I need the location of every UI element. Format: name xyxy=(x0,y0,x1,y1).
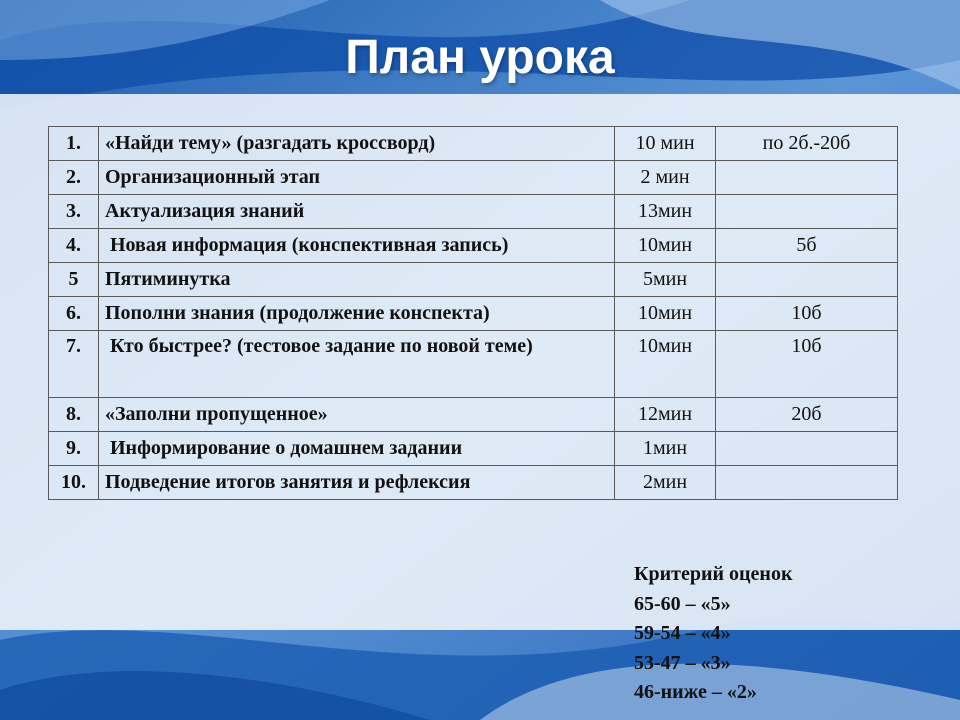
row-number: 3. xyxy=(49,195,99,229)
row-time: 1мин xyxy=(615,432,716,466)
criteria-line: 59-54 – «4» xyxy=(634,622,731,644)
row-points xyxy=(716,263,898,297)
table-row xyxy=(49,229,898,263)
row-points: 10б xyxy=(716,331,898,398)
row-task: Пятиминутка xyxy=(99,263,615,297)
row-points: по 2б.-20б xyxy=(716,127,898,161)
table-row xyxy=(49,331,898,398)
row-task: Актуализация знаний xyxy=(99,195,615,229)
criteria-line: 65-60 – «5» xyxy=(634,592,731,615)
row-points: 20б xyxy=(716,398,898,432)
table-row xyxy=(49,297,898,331)
row-time: 5мин xyxy=(615,263,716,297)
row-number: 8. xyxy=(49,398,99,432)
row-number: 1. xyxy=(49,127,99,161)
row-points xyxy=(716,195,898,229)
table-row xyxy=(49,263,898,297)
row-time: 2 мин xyxy=(615,161,716,195)
criteria-line: 53-47 – «3» xyxy=(634,651,731,674)
table-row xyxy=(49,398,898,432)
row-number: 4. xyxy=(49,229,99,263)
row-points xyxy=(716,161,898,195)
grading-criteria xyxy=(634,560,792,708)
lesson-plan-table xyxy=(48,126,898,500)
criteria-line: 46-ниже – «2» xyxy=(634,681,757,703)
row-task: Пополни знания (продолжение конспекта) xyxy=(99,297,615,331)
row-time: 10 мин xyxy=(615,127,716,161)
table-row xyxy=(49,161,898,195)
row-task: Подведение итогов занятия и рефлексия xyxy=(99,466,615,500)
row-points: 5б xyxy=(716,229,898,263)
row-task: «Найди тему» (разгадать кроссворд) xyxy=(99,127,615,161)
row-time: 10мин xyxy=(615,229,716,263)
slide-title: План урока xyxy=(345,31,615,84)
row-number: 7. xyxy=(49,331,99,398)
table-row xyxy=(49,127,898,161)
table-row xyxy=(49,432,898,466)
table-row xyxy=(49,195,898,229)
row-time: 13мин xyxy=(615,195,716,229)
table-row xyxy=(49,466,898,500)
row-number: 9. xyxy=(49,432,99,466)
row-time: 12мин xyxy=(615,398,716,432)
row-task: Информирование о домашнем задании xyxy=(99,432,615,466)
row-number: 2. xyxy=(49,161,99,195)
criteria-heading: Критерий оценок xyxy=(634,563,793,585)
row-task: «Заполни пропущенное» xyxy=(99,398,615,432)
row-points xyxy=(716,466,898,500)
row-points: 10б xyxy=(716,297,898,331)
row-points xyxy=(716,432,898,466)
row-task: Организационный этап xyxy=(99,161,615,195)
row-time: 10мин xyxy=(615,297,716,331)
row-number: 5 xyxy=(49,263,99,297)
row-time: 10мин xyxy=(615,331,716,398)
row-task: Новая информация (конспективная запись) xyxy=(99,229,615,263)
row-number: 6. xyxy=(49,297,99,331)
row-time: 2мин xyxy=(615,466,716,500)
row-number: 10. xyxy=(49,466,99,500)
row-task: Кто быстрее? (тестовое задание по новой теме) xyxy=(99,331,615,398)
